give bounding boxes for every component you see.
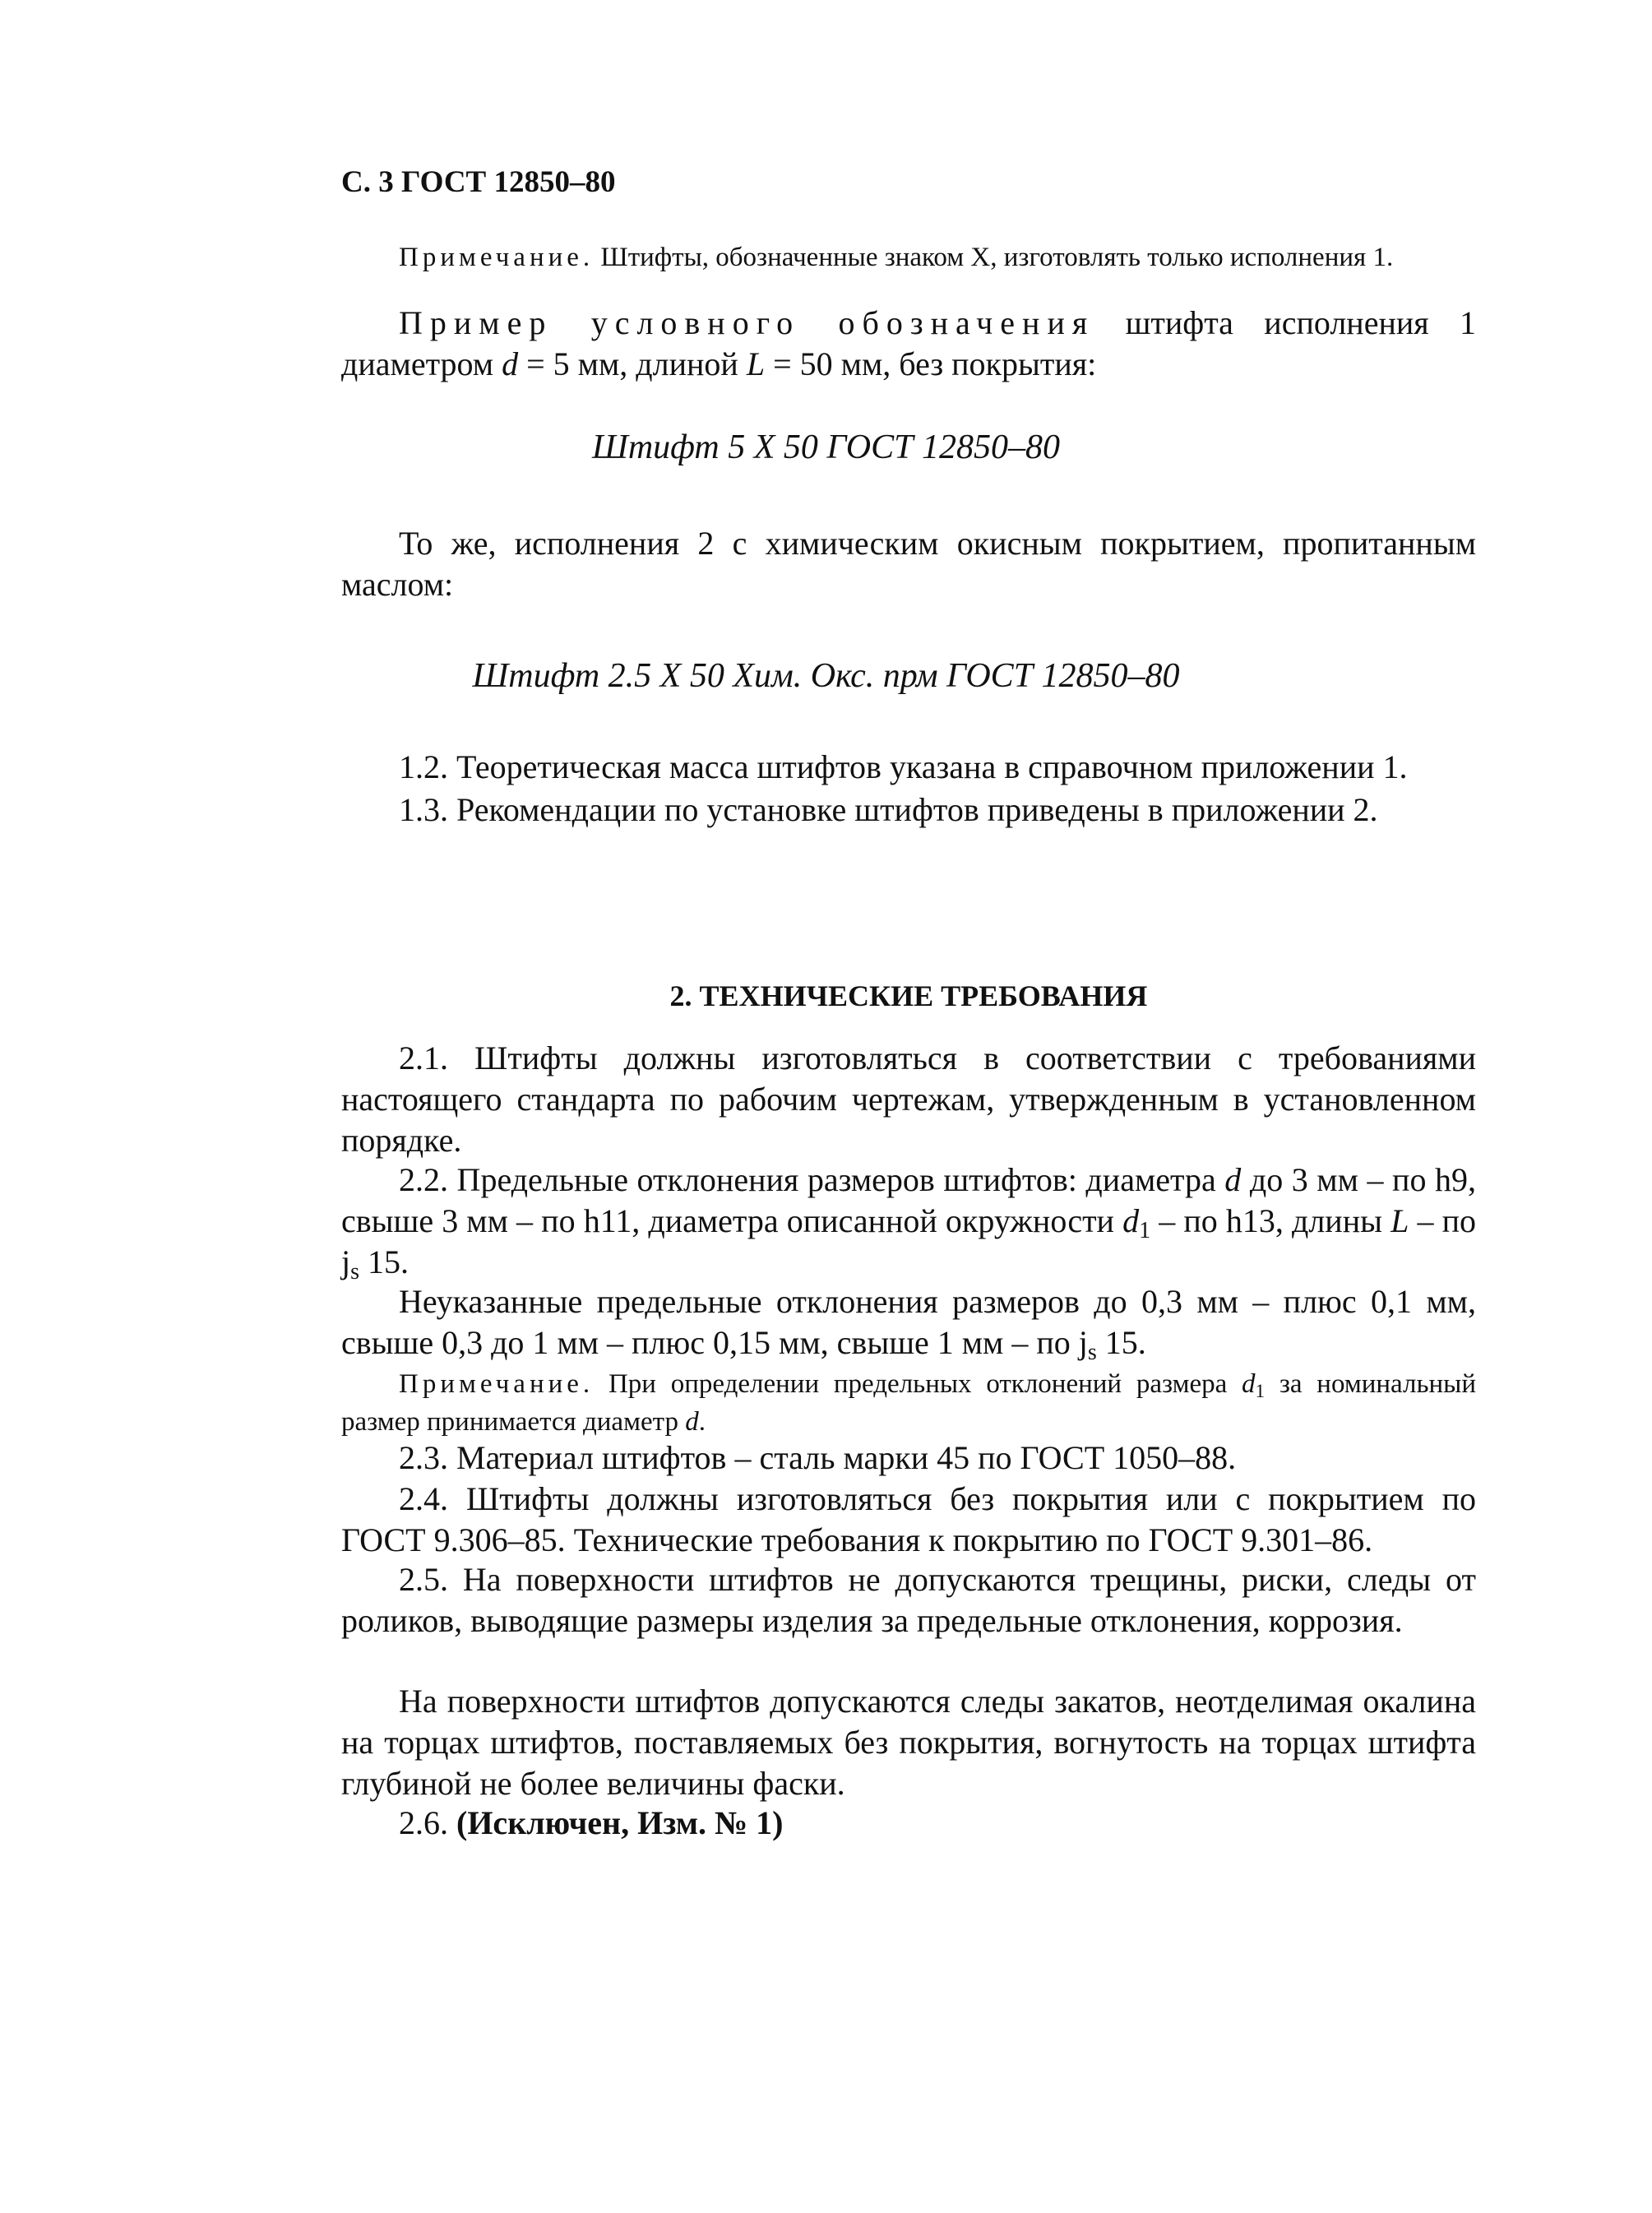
designation-example-2: То же, исполнения 2 с химическим окисным покрытием, пропитанным маслом: bbox=[341, 525, 1476, 603]
clause-2-2: 2.2. Предельные отклонения размеров штифтов: диаметра d до 3 мм – по h9, свыше 3 мм – по h11, диаметра описанной окружности $d_1$ – по h13, длины L – по $j_s$ 15. bbox=[341, 1161, 1477, 1285]
clause-2-5: 2.5. На поверхности штифтов не допускаются трещины, риски, следы от роликов, выводящие размеры изделия за предельные отклонения, коррозия. bbox=[341, 1561, 1476, 1639]
clause-2-1: 2.1. Штифты должны изготовляться в соответствии с требованиями настоящего стандарта по рабочим чертежам, утвержденным в установленном порядке. bbox=[341, 1039, 1476, 1159]
clause-1-3: 1.3. Рекомендации по установке штифтов приведены в приложении 2. bbox=[399, 791, 1378, 828]
note-1 bbox=[341, 238, 1476, 276]
clause-2-6: 2.6. (Исключен, Изм. № 1) bbox=[399, 1804, 784, 1841]
designation-formula-2: Штифт 2.5 X 50 Хим. Окс. прм ГОСТ 12850–80 bbox=[472, 657, 1180, 695]
clause-2-5-allowed: На поверхности штифтов допускаются следы закатов, неотделимая окалина на торцах штифтов, поставляемых без покрытия, вогнутость на торцах штифта глубиной не более величины фаски. bbox=[341, 1683, 1476, 1802]
clause-2-2-unspecified: Неуказанные предельные отклонения размеров до 0,3 мм – плюс 0,1 мм, свыше 0,3 до 1 мм – плюс 0,15 мм, свыше 1 мм – по $j_s$ 15. bbox=[341, 1283, 1476, 1365]
clause-2-4: 2.4. Штифты должны изготовляться без покрытия или с покрытием по ГОСТ 9.306–85. Технические требования к покрытию по ГОСТ 9.301–86. bbox=[341, 1480, 1476, 1558]
note-2: Примечание. При определении предельных отклонений размера $d_1$ за номинальный размер принимается диаметр d. bbox=[341, 1369, 1476, 1437]
note-label: Примечание. bbox=[399, 243, 595, 272]
section-title: 2. ТЕХНИЧЕСКИЕ ТРЕБОВАНИЯ bbox=[669, 979, 1148, 1012]
example-label: Пример условного обозначения bbox=[399, 304, 1095, 341]
clause-1-2: 1.2. Теоретическая масса штифтов указана в справочном приложении 1. bbox=[399, 748, 1408, 785]
note-label: Примечание. bbox=[399, 1369, 595, 1399]
designation-example-1: Пример условного обозначения штифта исполнения 1 диаметром d = 5 мм, длиной L = 50 мм, без покрытия: bbox=[341, 304, 1476, 382]
page-header: С. 3 ГОСТ 12850–80 bbox=[341, 165, 616, 199]
note-text: Штифты, обозначенные знаком X, изготовлять только исполнения 1. bbox=[594, 243, 1394, 272]
designation-formula-1: Штифт 5 X 50 ГОСТ 12850–80 bbox=[592, 428, 1060, 466]
clause-2-3: 2.3. Материал штифтов – сталь марки 45 по ГОСТ 1050–88. bbox=[399, 1439, 1237, 1476]
